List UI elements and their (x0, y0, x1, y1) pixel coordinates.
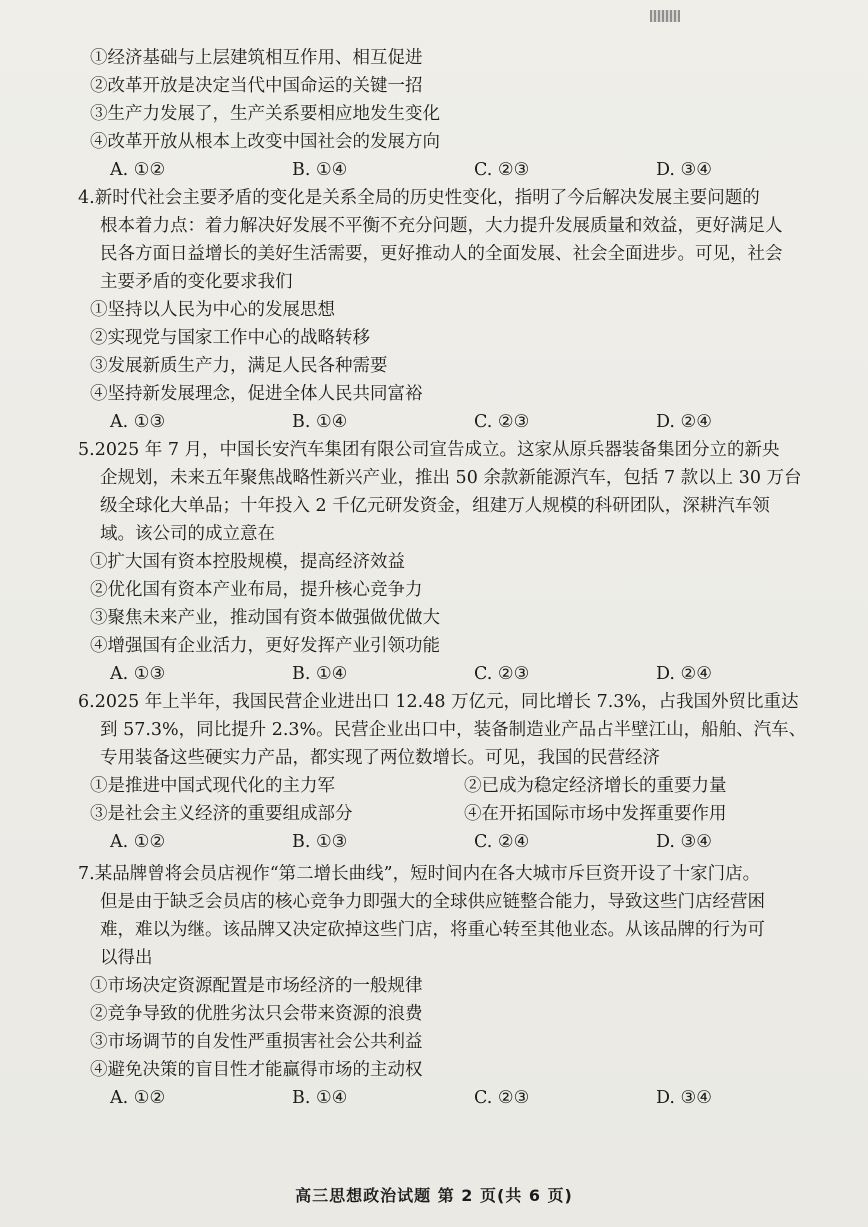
question-6 (78, 688, 838, 856)
scan-mark (650, 10, 680, 22)
stem-line: 难，难以为继。该品牌又决定砍掉这些门店，将重心转至其他业态。从该品牌的行为可 (100, 920, 765, 940)
choice-b: B. ①④ (292, 412, 348, 432)
answer-choices (78, 156, 838, 184)
option-2: ②已成为稳定经济增长的重要力量 (464, 776, 727, 796)
choice-a: A. ①② (110, 832, 166, 852)
option-1: ①坚持以人民为中心的发展思想 (90, 300, 335, 320)
option-row (78, 772, 838, 800)
stem-line: 6.2025 年上半年，我国民营企业进出口 12.48 万亿元，同比增长 7.3%，占我国外贸比重达 (78, 692, 799, 712)
question-stem (78, 184, 838, 296)
option-3: ③聚焦未来产业，推动国有资本做强做优做大 (90, 608, 440, 628)
option-1: ①经济基础与上层建筑相互作用、相互促进 (90, 48, 423, 68)
option-4: ④坚持新发展理念，促进全体人民共同富裕 (90, 384, 423, 404)
stem-line: 级全球化大单品；十年投入 2 千亿元研发资金，组建万人规模的科研团队，深耕汽车领 (100, 496, 770, 516)
choice-b: B. ①④ (292, 664, 348, 684)
option-1: ①扩大国有资本控股规模，提高经济效益 (90, 552, 405, 572)
choice-c: C. ②④ (474, 832, 530, 852)
choice-c: C. ②③ (474, 664, 530, 684)
choice-d: D. ②④ (656, 664, 712, 684)
stem-line: 到 57.3%，同比提升 2.3%。民营企业出口中，装备制造业产品占半壁江山，船舶、汽车、 (100, 720, 807, 740)
option-2: ②实现党与国家工作中心的战略转移 (90, 328, 370, 348)
question-stem (78, 436, 838, 548)
option-3: ③是社会主义经济的重要组成部分 (90, 804, 353, 824)
choice-a: A. ①③ (110, 412, 166, 432)
choice-a: A. ①③ (110, 664, 166, 684)
choice-d: D. ③④ (656, 832, 712, 852)
stem-line: 民各方面日益增长的美好生活需要，更好推动人的全面发展、社会全面进步。可见，社会 (100, 244, 783, 264)
choice-b: B. ①④ (292, 1088, 348, 1108)
option-3: ③发展新质生产力，满足人民各种需要 (90, 356, 388, 376)
choice-b: B. ①③ (292, 832, 348, 852)
choice-d: D. ③④ (656, 160, 712, 180)
option-1: ①市场决定资源配置是市场经济的一般规律 (90, 976, 423, 996)
exam-content (78, 44, 838, 1112)
option-row (78, 800, 838, 828)
choice-c: C. ②③ (474, 412, 530, 432)
answer-choices (78, 408, 838, 436)
answer-choices (78, 660, 838, 688)
option-2: ②优化国有资本产业布局，提升核心竞争力 (90, 580, 423, 600)
stem-line: 主要矛盾的变化要求我们 (100, 272, 293, 292)
option-3: ③市场调节的自发性严重损害社会公共利益 (90, 1032, 423, 1052)
choice-a: A. ①② (110, 160, 166, 180)
question-stem (78, 688, 838, 772)
choice-c: C. ②③ (474, 1088, 530, 1108)
choice-a: A. ①② (110, 1088, 166, 1108)
option-1: ①是推进中国式现代化的主力军 (90, 776, 335, 796)
option-4: ④增强国有企业活力，更好发挥产业引领功能 (90, 636, 440, 656)
stem-line: 4.新时代社会主要矛盾的变化是关系全局的历史性变化，指明了今后解决发展主要问题的 (78, 188, 760, 208)
answer-choices (78, 1084, 838, 1112)
question-3-options (78, 44, 838, 184)
option-2: ②改革开放是决定当代中国命运的关键一招 (90, 76, 423, 96)
stem-line: 7.某品牌曾将会员店视作“第二增长曲线”，短时间内在各大城市斥巨资开设了十家门店。 (78, 864, 761, 884)
stem-line: 根本着力点：着力解决好发展不平衡不充分问题，大力提升发展质量和效益，更好满足人 (100, 216, 783, 236)
option-2: ②竞争导致的优胜劣汰只会带来资源的浪费 (90, 1004, 423, 1024)
choice-b: B. ①④ (292, 160, 348, 180)
choice-d: D. ③④ (656, 1088, 712, 1108)
option-3: ③生产力发展了，生产关系要相应地发生变化 (90, 104, 440, 124)
question-5 (78, 436, 838, 688)
stem-line: 但是由于缺乏会员店的核心竞争力即强大的全球供应链整合能力，导致这些门店经营困 (100, 892, 765, 912)
stem-line: 企规划，未来五年聚焦战略性新兴产业，推出 50 余款新能源汽车，包括 7 款以上 30 万台 (100, 468, 802, 488)
stem-line: 5.2025 年 7 月，中国长安汽车集团有限公司宣告成立。这家从原兵器装备集团分立的新央 (78, 440, 780, 460)
answer-choices (78, 828, 838, 856)
option-4: ④避免决策的盲目性才能赢得市场的主动权 (90, 1060, 423, 1080)
question-7 (78, 860, 838, 1112)
choice-c: C. ②③ (474, 160, 530, 180)
choice-d: D. ②④ (656, 412, 712, 432)
question-4 (78, 184, 838, 436)
stem-line: 域。该公司的成立意在 (100, 524, 275, 544)
question-stem (78, 860, 838, 972)
option-4: ④改革开放从根本上改变中国社会的发展方向 (90, 132, 440, 152)
page-footer: 高三思想政治试题 第 2 页(共 6 页) (295, 1186, 573, 1205)
stem-line: 专用装备这些硬实力产品，都实现了两位数增长。可见，我国的民营经济 (100, 748, 660, 768)
stem-line: 以得出 (100, 948, 153, 968)
option-4: ④在开拓国际市场中发挥重要作用 (464, 804, 727, 824)
